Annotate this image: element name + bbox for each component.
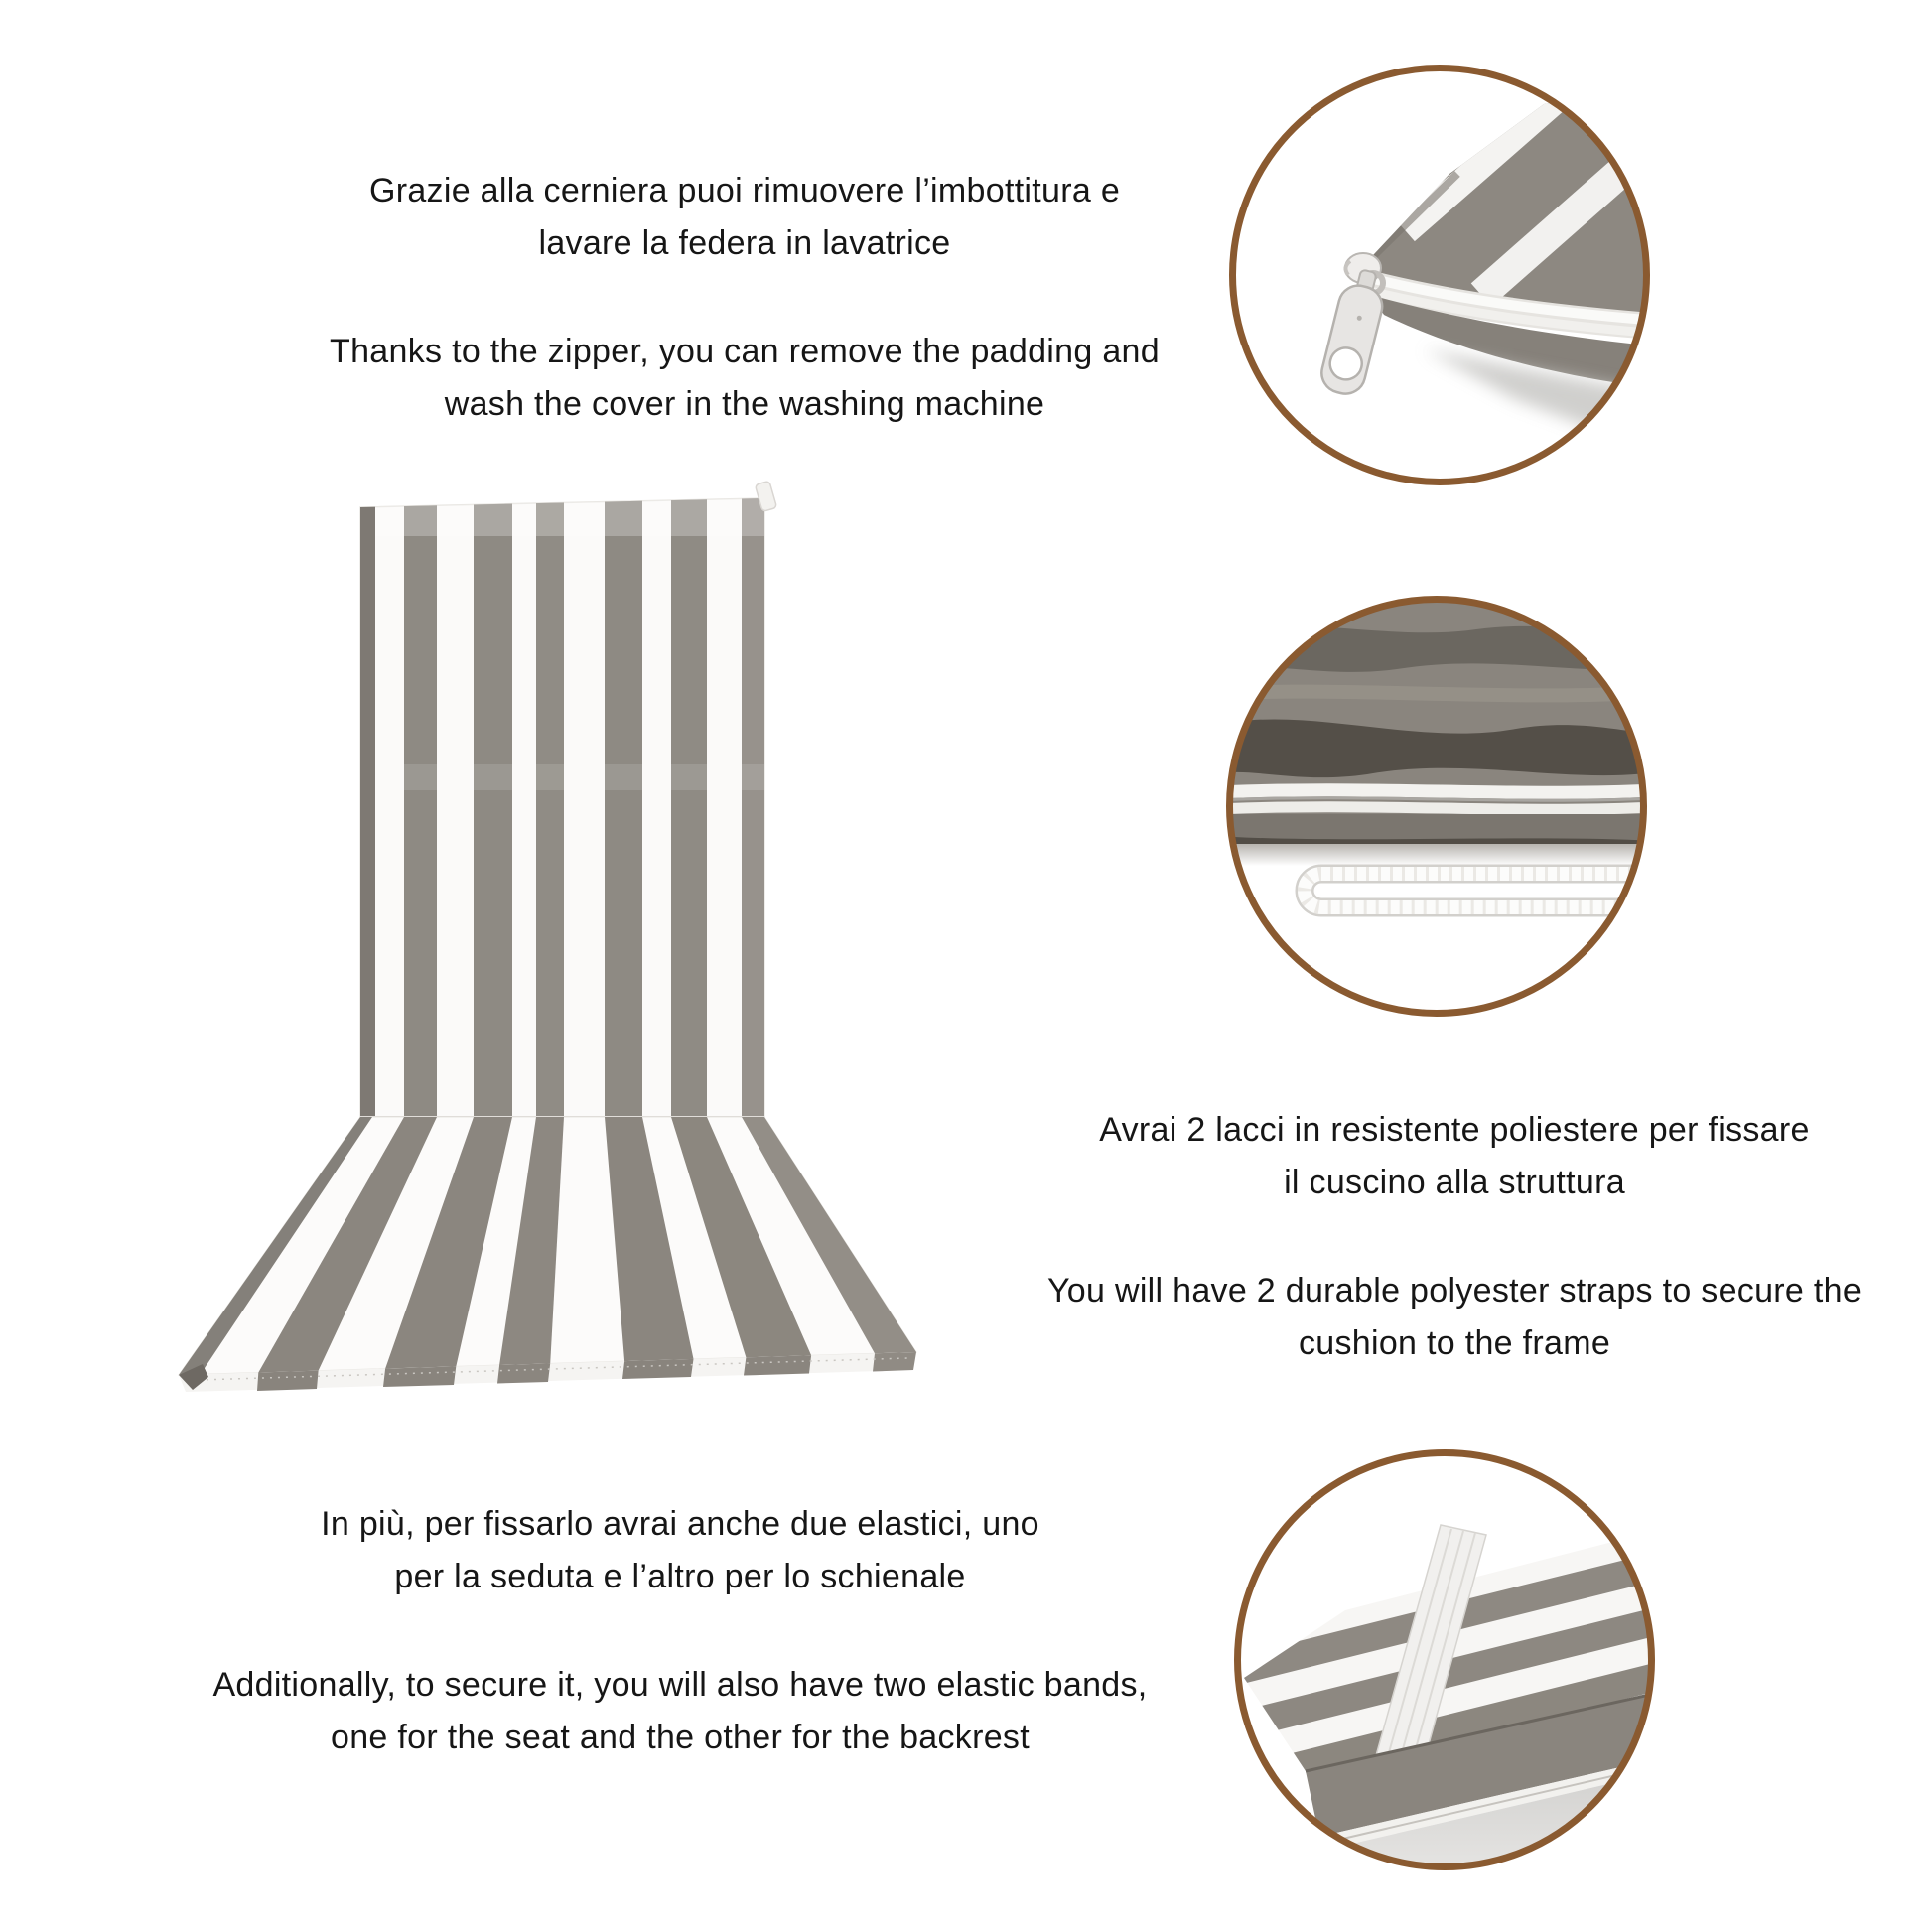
- cushion-seat: [179, 1117, 916, 1392]
- text-line: one for the seat and the other for the backrest: [331, 1719, 1030, 1756]
- detail-circle-zipper: [1221, 57, 1658, 493]
- text-line: lavare la federa in lavatrice: [538, 224, 951, 262]
- text-line: Thanks to the zipper, you can remove the padding and: [330, 333, 1160, 370]
- text-block-zipper: [248, 165, 1241, 431]
- text-line: wash the cover in the washing machine: [444, 385, 1045, 423]
- zipper-text-italian: [248, 165, 1241, 270]
- text-line: il cuscino alla struttura: [1284, 1164, 1625, 1201]
- text-line: You will have 2 durable polyester straps to secure the: [1046, 1272, 1863, 1310]
- elastic-text-english: [109, 1659, 1251, 1764]
- detail-circle-elastic: [1226, 1442, 1663, 1878]
- straps-text-english: [988, 1265, 1921, 1370]
- text-line: Avrai 2 lacci in resistente poliestere per fissare: [1099, 1111, 1810, 1149]
- text-line: In più, per fissarlo avrai anche due elastici, uno: [321, 1505, 1039, 1543]
- text-block-straps: [988, 1104, 1921, 1370]
- text-line: cushion to the frame: [1298, 1324, 1611, 1362]
- straps-text-italian: [988, 1104, 1921, 1209]
- zipper-text-english: [248, 326, 1241, 431]
- cushion-backrest: [360, 481, 777, 1122]
- elastic-text-italian: [109, 1498, 1251, 1603]
- text-line: per la seduta e l’altro per lo schienale: [394, 1558, 966, 1595]
- seam-piping: [1218, 790, 1655, 810]
- text-line: Additionally, to secure it, you will also have two elastic bands,: [212, 1666, 1148, 1704]
- detail-circle-cord: [1218, 588, 1655, 1025]
- cushion-product-photo: [139, 467, 953, 1420]
- text-block-elastic: [109, 1498, 1251, 1764]
- text-line: Grazie alla cerniera puoi rimuovere l’imbottitura e: [368, 172, 1121, 209]
- backrest-stripes: [360, 496, 764, 1122]
